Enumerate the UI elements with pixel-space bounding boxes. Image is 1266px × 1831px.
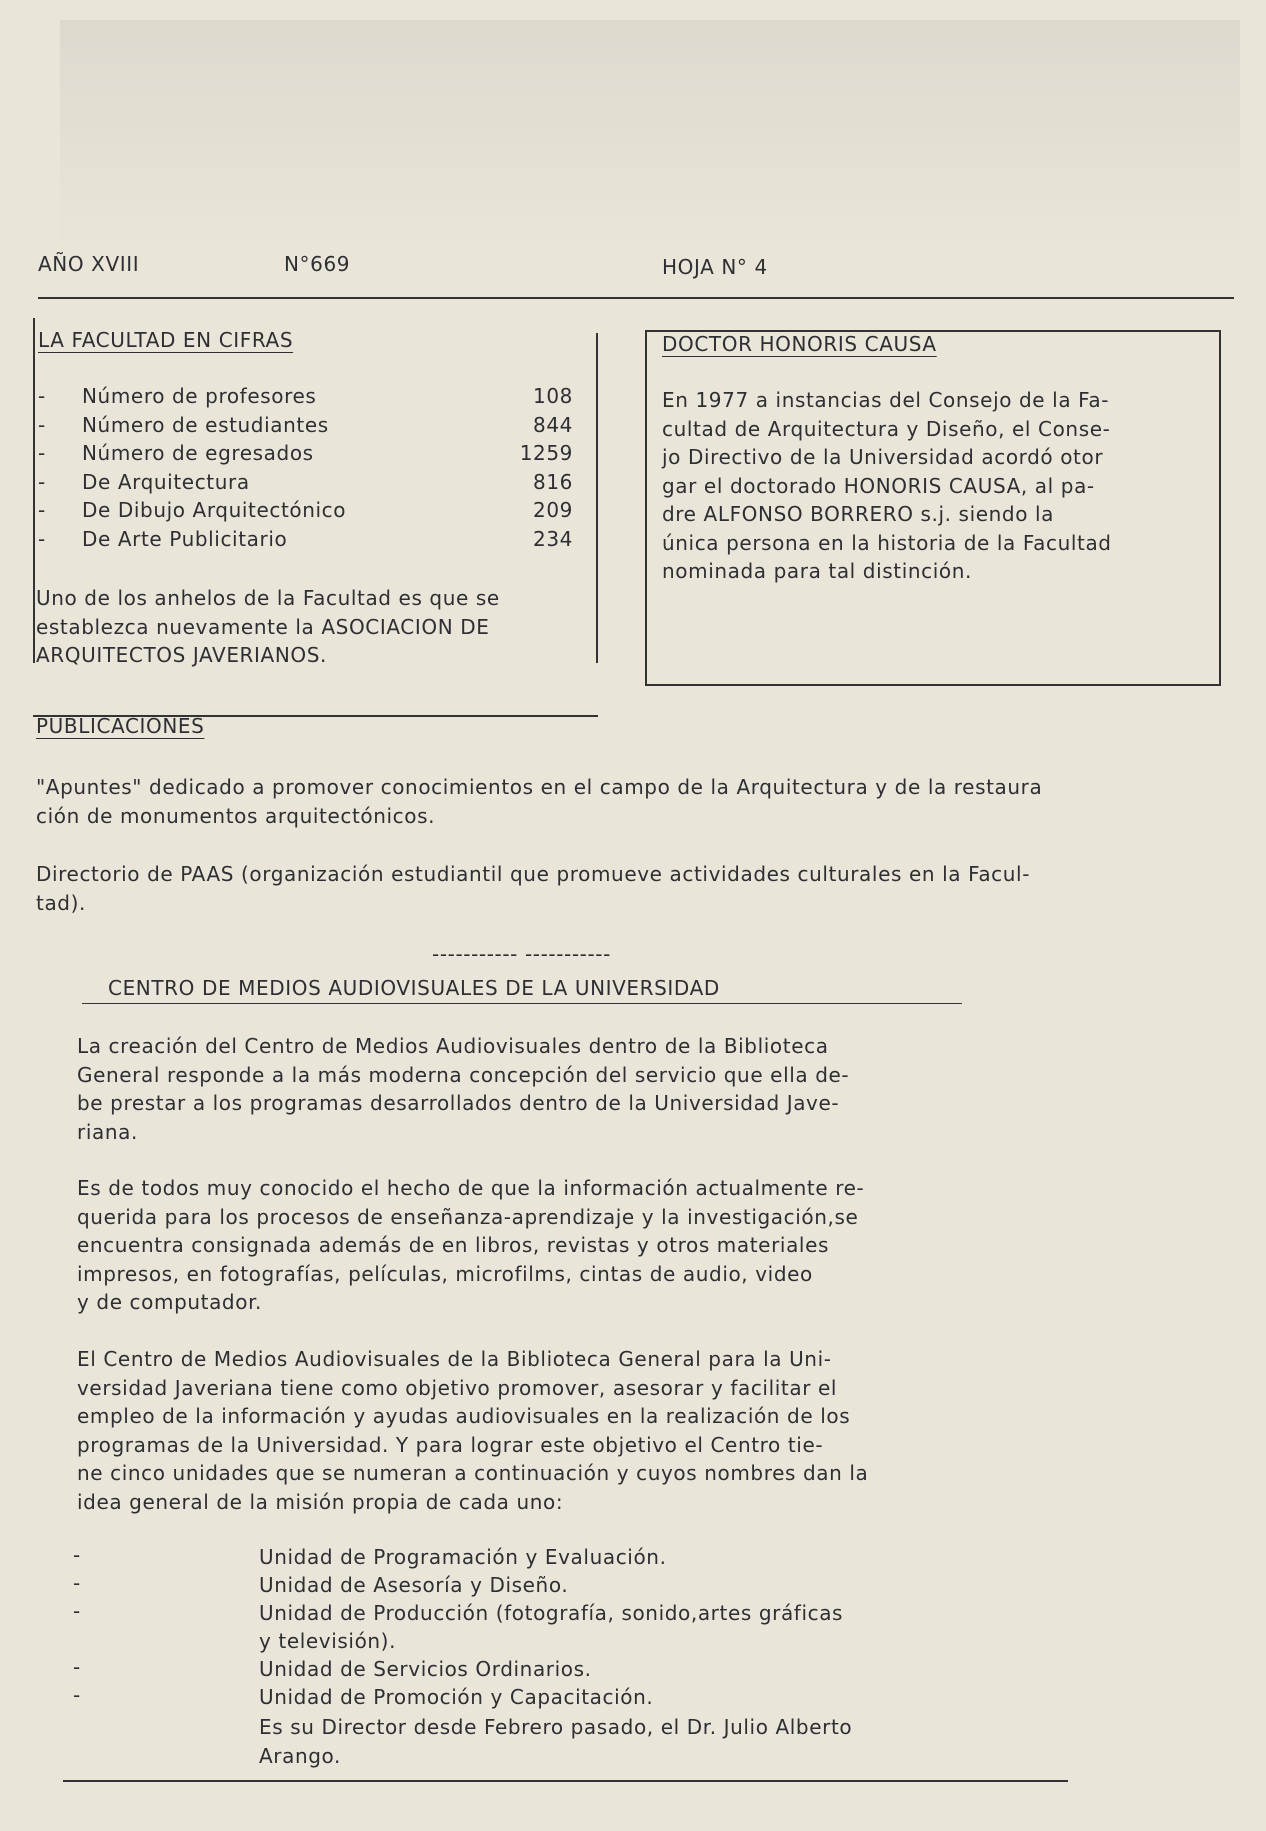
unit-line: Unidad de Promoción y Capacitación. (259, 1685, 654, 1709)
cifras-title: LA FACULTAD EN CIFRAS (38, 328, 294, 352)
unit-dash: - (73, 1543, 81, 1567)
header-number: N°669 (284, 252, 351, 276)
centro-title-underline (82, 1003, 962, 1004)
footer-rule (63, 1780, 1068, 1782)
cifras-value: 816 (533, 469, 573, 494)
cifras-row (38, 441, 573, 469)
centro-title: CENTRO DE MEDIOS AUDIOVISUALES DE LA UNIVERSIDAD (108, 976, 720, 1000)
honoris-line: nominada para tal distinción. (662, 559, 972, 583)
cifras-dash: - (38, 469, 46, 494)
cifras-label: De Dibujo Arquitectónico (82, 498, 347, 522)
cifras-note-line: establezca nuevamente la ASOCIACION DE (36, 614, 490, 639)
director-note (259, 1713, 852, 1770)
centro-line: be prestar a los programas desarrollados dentro de la Universidad Jave- (77, 1091, 840, 1115)
unit-dash: - (73, 1599, 81, 1623)
cifras-row (38, 470, 573, 498)
centro-line: querida para los procesos de enseñanza-aprendizaje y la investigación,se (77, 1204, 859, 1229)
cifras-note (36, 584, 500, 670)
centro-line: versidad Javeriana tiene como objetivo promover, asesorar y facilitar el (77, 1375, 838, 1400)
honoris-line: única persona en la historia de la Facultad (662, 530, 1112, 555)
bleed-through-shadow (60, 20, 1240, 250)
honoris-line: gar el doctorado HONORIS CAUSA, al pa- (662, 473, 1095, 498)
honoris-title: DOCTOR HONORIS CAUSA (662, 332, 937, 356)
centro-line: programas de la Universidad. Y para lograr este objetivo el Centro tie- (77, 1432, 824, 1457)
unit-text (259, 1683, 1059, 1711)
unit-line: Unidad de Servicios Ordinarios. (259, 1657, 592, 1681)
centro-line: General responde a la más moderna concepción del servicio que ella de- (77, 1062, 850, 1087)
header-sheet: HOJA N° 4 (662, 255, 768, 279)
honoris-line: jo Directivo de la Universidad acordó otor (662, 445, 1104, 469)
cifras-row (38, 413, 573, 441)
honoris-line: cultad de Arquitectura y Diseño, el Conse- (662, 416, 1111, 441)
director-line: Arango. (259, 1743, 341, 1768)
cifras-value: 1259 (519, 441, 573, 465)
cifras-left-border (33, 318, 35, 663)
centro-paragraph-3 (77, 1345, 868, 1516)
cifras-note-line: Uno de los anhelos de la Facultad es que se (36, 586, 500, 610)
cifras-dash: - (38, 412, 46, 437)
centro-line: Es de todos muy conocido el hecho de que la información actualmente re- (77, 1176, 865, 1200)
unit-line: Unidad de Producción (fotografía, sonido,artes gráficas (259, 1601, 844, 1625)
centro-line: ne cinco unidades que se numeran a continuación y cuyos nombres dan la (77, 1461, 869, 1485)
publicaciones-line: Directorio de PAAS (organización estudiantil que promueve actividades culturales en la Facul- (36, 862, 1031, 886)
cifras-label: Número de estudiantes (82, 412, 329, 437)
cifras-label: De Arquitectura (82, 469, 250, 494)
unit-line: y televisión). (259, 1629, 397, 1653)
publicaciones-line: tad). (36, 890, 86, 915)
cifras-value: 844 (533, 412, 573, 437)
centro-line: impresos, en fotografías, películas, microfilms, cintas de audio, video (77, 1261, 813, 1286)
unit-line: Unidad de Programación y Evaluación. (259, 1545, 667, 1569)
cifras-value: 234 (533, 526, 573, 551)
centro-line: La creación del Centro de Medios Audiovisuales dentro de la Biblioteca (77, 1034, 829, 1058)
centro-paragraph-1 (77, 1032, 849, 1146)
unit-dash: - (73, 1655, 81, 1679)
unit-line: Unidad de Asesoría y Diseño. (259, 1573, 569, 1597)
cifras-dash: - (38, 526, 46, 551)
centro-line: idea general de la misión propia de cada uno: (77, 1489, 564, 1514)
header-rule (38, 297, 1234, 299)
cifras-dash: - (38, 441, 46, 465)
cifras-right-border (596, 333, 598, 663)
centro-line: encuentra consignada además de en libros, revistas y otros materiales (77, 1233, 830, 1257)
unit-text (259, 1599, 1059, 1655)
honoris-line: En 1977 a instancias del Consejo de la Fa- (662, 388, 1110, 412)
publicaciones-line: ción de monumentos arquitectónicos. (36, 803, 436, 828)
unit-dash: - (73, 1683, 81, 1707)
cifras-dash: - (38, 498, 46, 522)
cifras-value: 209 (533, 498, 573, 522)
centro-line: riana. (77, 1119, 138, 1144)
cifras-label: Número de profesores (82, 384, 317, 408)
cifras-dash: - (38, 384, 46, 408)
honoris-line: dre ALFONSO BORRERO s.j. siendo la (662, 502, 1055, 526)
publicaciones-title: PUBLICACIONES (36, 714, 205, 738)
cifras-note-line: ARQUITECTOS JAVERIANOS. (36, 643, 327, 667)
cifras-row (38, 384, 573, 412)
publicaciones-line: "Apuntes" dedicado a promover conocimientos en el campo de la Arquitectura y de la restaura (36, 775, 1043, 799)
centro-line: El Centro de Medios Audiovisuales de la Biblioteca General para la Uni- (77, 1347, 832, 1371)
honoris-text (662, 386, 1112, 586)
cifras-value: 108 (533, 384, 573, 408)
centro-line: y de computador. (77, 1290, 263, 1314)
publicaciones-apuntes (36, 773, 1042, 830)
unit-text (259, 1571, 1059, 1599)
unit-text (259, 1543, 1059, 1571)
publicaciones-paas (36, 860, 1030, 917)
cifras-label: Número de egresados (82, 441, 314, 465)
centro-line: empleo de la información y ayudas audiovisuales en la realización de los (77, 1404, 851, 1428)
unit-text (259, 1655, 1059, 1683)
unit-dash: - (73, 1571, 81, 1595)
cifras-row (38, 527, 573, 555)
centro-paragraph-2 (77, 1174, 864, 1317)
section-separator: ----------- ----------- (432, 942, 611, 966)
director-line: Es su Director desde Febrero pasado, el Dr. Julio Alberto (259, 1715, 853, 1739)
header-year: AÑO XVIII (38, 252, 140, 276)
cifras-label: De Arte Publicitario (82, 526, 288, 551)
cifras-row (38, 498, 573, 526)
